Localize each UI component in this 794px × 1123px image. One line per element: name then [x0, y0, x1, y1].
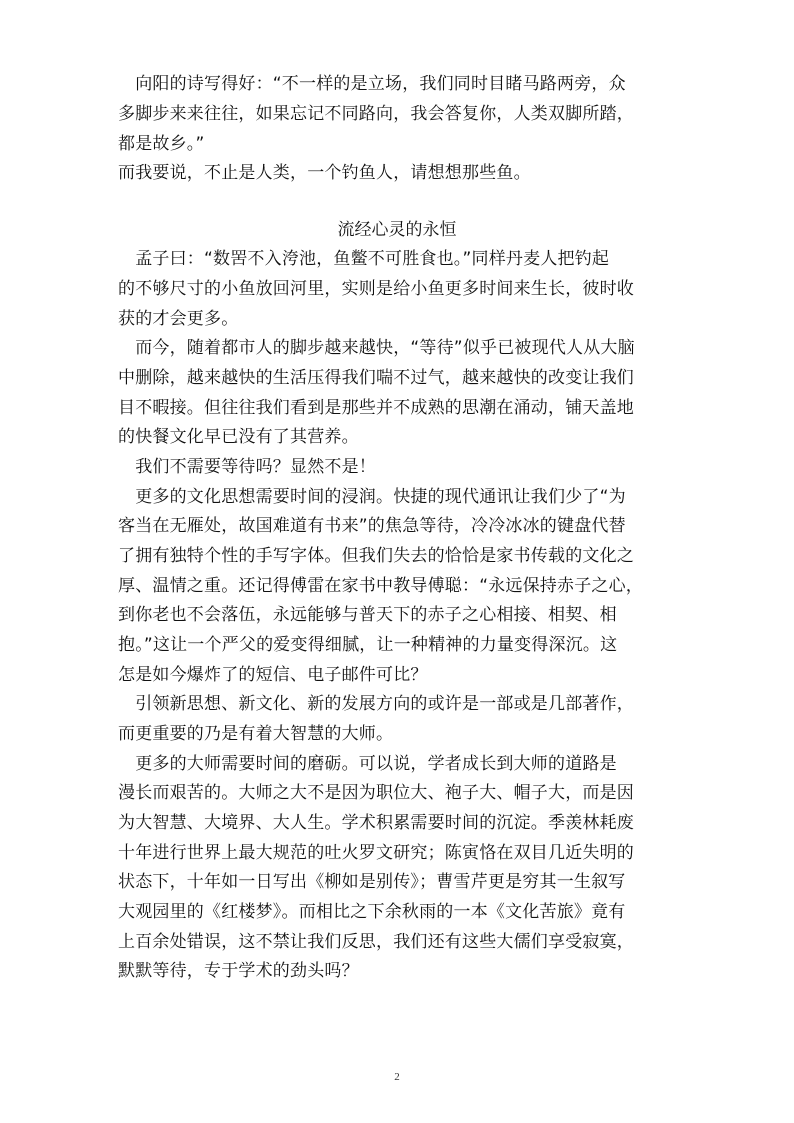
essay-line: 获的才会更多。	[118, 309, 239, 329]
essay-line: 的不够尺寸的小鱼放回河里，实则是给小鱼更多时间来生长，彼时收	[118, 279, 634, 299]
essay-line: 引领新思想、新文化、新的发展方向的或许是一部或是几部著作，	[118, 694, 634, 714]
essay-line: 了拥有独特个性的手写字体。但我们失去的恰恰是家书传载的文化之	[118, 546, 634, 566]
essay-line: 怎是如今爆炸了的短信、电子邮件可比？	[118, 665, 428, 685]
essay-line: 十年进行世界上最大规范的吐火罗文研究；陈寅恪在双目几近失明的	[118, 843, 634, 863]
essay-line: 而今，随着都市人的脚步越来越快，“等待”似乎已被现代人从大脑	[118, 338, 635, 358]
intro-line: 而我要说，不止是人类，一个钓鱼人，请想想那些鱼。	[118, 163, 531, 183]
intro-line: 都是故乡。”	[118, 134, 205, 154]
essay-line: 孟子曰：“数罟不入洿池，鱼鳖不可胜食也。”同样丹麦人把钓起	[118, 249, 610, 269]
essay-line: 大观园里的《红楼梦》。而相比之下余秋雨的一本《文化苦旅》竟有	[118, 902, 626, 922]
essay-line: 的快餐文化早已没有了其营养。	[118, 427, 359, 447]
essay-line: 中删除，越来越快的生活压得我们喘不过气，越来越快的改变让我们	[118, 368, 634, 388]
essay-line: 更多的文化思想需要时间的浸润。快捷的现代通讯让我们少了“为	[118, 487, 626, 507]
page-number: 2	[394, 1071, 400, 1083]
essay-line: 为大智慧、大境界、大人生。学术积累需要时间的沉淀。季羡林耗废	[118, 813, 634, 833]
essay-line: 状态下，十年如一日写出《柳如是别传》；曹雪芹更是穷其一生叙写	[118, 872, 626, 892]
essay-line: 我们不需要等待吗？显然不是！	[118, 457, 376, 477]
essay-line: 而更重要的乃是有着大智慧的大师。	[118, 724, 394, 744]
essay-line: 抱。”这让一个严父的爱变得细腻，让一种精神的力量变得深沉。这	[118, 635, 618, 655]
essay-line: 到你老也不会落伍，永远能够与普天下的赤子之心相接、相契、相	[118, 605, 617, 625]
essay-title: 流经心灵的永恒	[337, 220, 457, 240]
essay-line: 默默等待，专于学术的劲头吗？	[118, 961, 359, 981]
essay-line: 上百余处错误，这不禁让我们反思，我们还有这些大儒们享受寂寞，	[118, 932, 634, 952]
essay-line: 目不暇接。但往往我们看到是那些并不成熟的思潮在涌动，铺天盖地	[118, 398, 634, 418]
intro-line: 多脚步来来往往，如果忘记不同路向，我会答复你，人类双脚所踏，	[118, 104, 634, 124]
intro-line: 向阳的诗写得好：“不一样的是立场，我们同时目睹马路两旁，众	[118, 74, 626, 94]
essay-line: 漫长而艰苦的。大师之大不是因为职位大、袍子大、帽子大，而是因	[118, 783, 634, 803]
essay-line: 厚、温情之重。还记得傅雷在家书中教导傅聪：“永远保持赤子之心，	[118, 576, 644, 596]
essay-line: 更多的大师需要时间的磨砺。可以说，学者成长到大师的道路是	[118, 754, 617, 774]
essay-line: 客当在无雁处，故国难道有书来”的焦急等待，冷冷冰冰的键盘代替	[118, 516, 626, 536]
